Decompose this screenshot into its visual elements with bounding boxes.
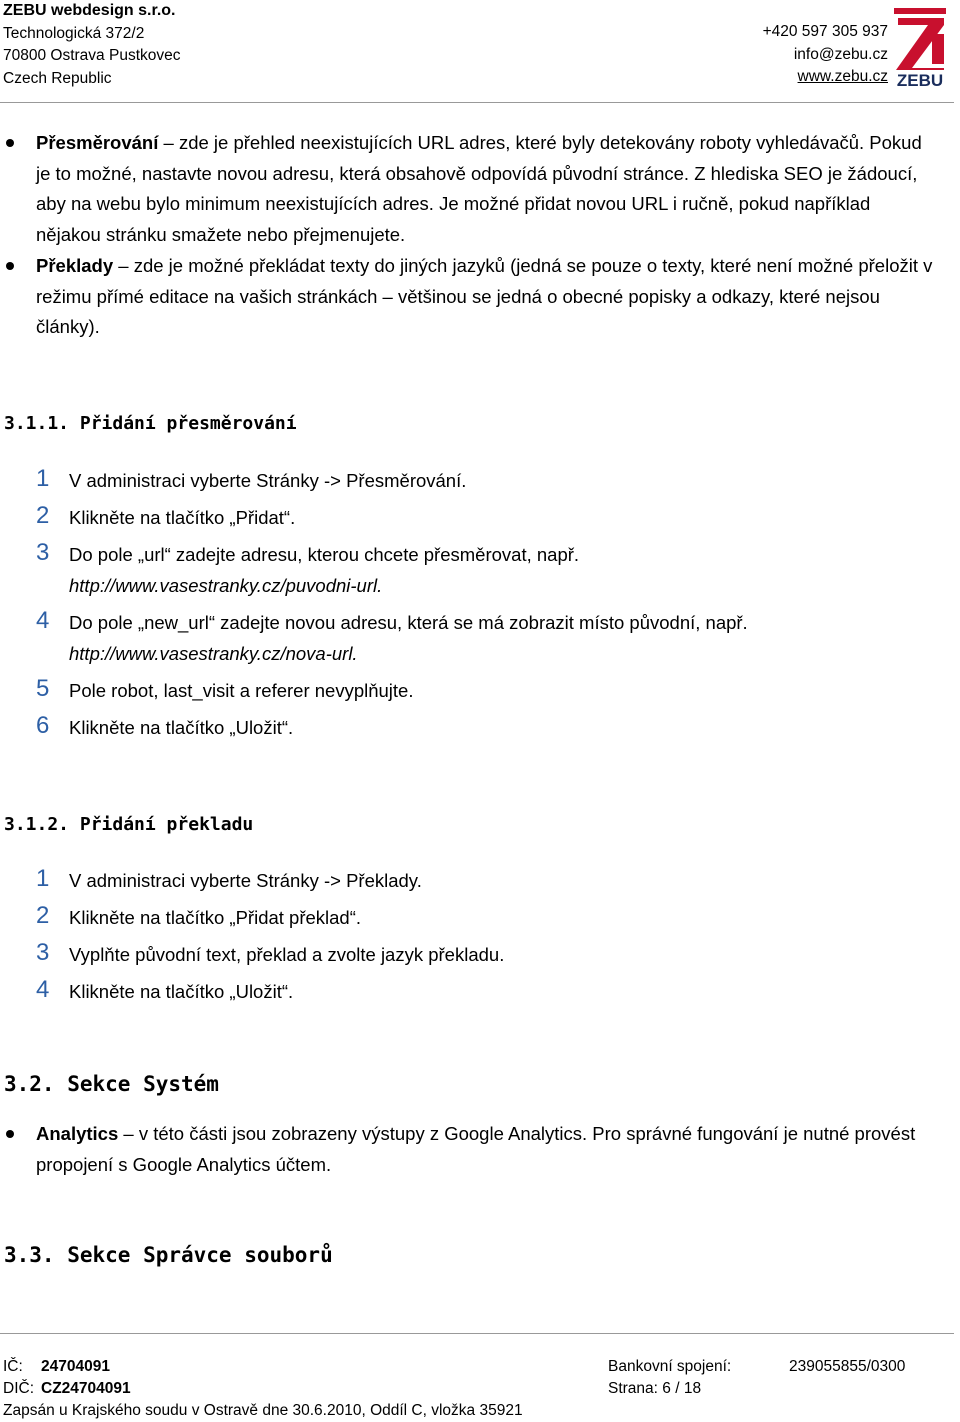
step-text: Do pole „new_url“ zadejte novou adresu, která se má zobrazit místo původní, např. (69, 612, 748, 633)
dic-label: DIČ: (3, 1380, 34, 1397)
bank-label: Bankovní spojení: (608, 1358, 732, 1375)
bullet-dot (6, 262, 14, 270)
zebu-logo (894, 8, 946, 88)
bullet-text: – v této části jsou zobrazeny výstupy z Google Analytics. Pro správné fungování je nutné provést propojení s Google Analytics účtem. (36, 1123, 916, 1175)
step-example-url: http://www.vasestranky.cz/puvodni-url. (69, 575, 383, 596)
ic-label: IČ: (3, 1358, 23, 1375)
footer-row (3, 1356, 953, 1378)
step-item (36, 865, 916, 896)
step-number: 1 (36, 865, 50, 892)
page-footer (3, 1356, 953, 1422)
step-text: Klikněte na tlačítko „Přidat“. (69, 507, 296, 528)
step-item (36, 607, 916, 669)
step-item (36, 902, 916, 933)
company-website-link[interactable]: www.zebu.cz (797, 68, 888, 85)
bullet-term: Překlady (36, 255, 114, 276)
step-text: V administraci vyberte Stránky -> Přesměrování. (69, 470, 467, 491)
step-number: 4 (36, 607, 50, 634)
steps-list-translation (36, 865, 916, 1013)
bullet-term: Analytics (36, 1123, 119, 1144)
step-number: 6 (36, 712, 50, 739)
company-email[interactable]: info@zebu.cz (793, 45, 888, 63)
bullet-text: – zde je přehled neexistujících URL adres, které byly detekovány roboty vyhledávačů. Pokud je to možné, nastavte novou adresu, která obsahově odpovídá původní stránce. Z hlediska SEO je žádoucí, aby na webu bylo minimum neexistujících adres. Je možné přidat novou URL i ručně, pokud například nějakou stránku smažete nebo přejmenujete. (36, 132, 922, 245)
step-text: Pole robot, last_visit a referer nevyplňujte. (69, 680, 414, 701)
ic-value: 24704091 (41, 1358, 110, 1375)
heading-3-3: 3.3. Sekce Správce souborů (4, 1243, 333, 1267)
step-text: Do pole „url“ zadejte adresu, kterou chcete přesměrovat, např. (69, 544, 580, 565)
step-number: 3 (36, 939, 50, 966)
header-divider (0, 102, 954, 103)
step-text: V administraci vyberte Stránky -> Překlady. (69, 870, 422, 891)
footer-row (3, 1400, 953, 1422)
step-number: 4 (36, 976, 50, 1003)
dic-value: CZ24704091 (41, 1380, 131, 1397)
footer-ic (3, 1356, 110, 1378)
step-item (36, 976, 916, 1007)
step-item (36, 712, 916, 743)
step-text: Klikněte na tlačítko „Uložit“. (69, 981, 294, 1002)
bullet-dot (6, 139, 14, 147)
heading-3-1-2: 3.1.2. Přidání překladu (4, 814, 254, 835)
bullet-preklady (36, 251, 936, 343)
step-number: 1 (36, 465, 50, 492)
heading-3-1-1: 3.1.1. Přidání přesměrování (4, 413, 297, 434)
page-number: Strana: 6 / 18 (608, 1380, 702, 1397)
step-item (36, 539, 916, 601)
step-item (36, 939, 916, 970)
bullet-presmerovani (36, 128, 936, 250)
company-country: Czech Republic (3, 69, 112, 87)
step-example-url: http://www.vasestranky.cz/nova-url. (69, 643, 358, 664)
company-name: ZEBU webdesign s.r.o. (3, 2, 176, 19)
footer-divider (0, 1333, 954, 1334)
step-number: 3 (36, 539, 50, 566)
steps-list-redirect (36, 465, 916, 749)
footer-dic (3, 1378, 131, 1400)
company-street: Technologická 372/2 (3, 24, 145, 42)
bullet-text: – zde je možné překládat texty do jiných jazyků (jedná se pouze o texty, které není možné přeložit v režimu přímé editace na vašich stránkách – většinou se jedná o obecné popisky a odkazy, které nejsou články). (36, 255, 933, 337)
bullet-analytics (36, 1119, 936, 1180)
company-phone: +420 597 305 937 (762, 23, 888, 40)
heading-3-2: 3.2. Sekce Systém (4, 1072, 219, 1096)
page-header (0, 0, 960, 104)
step-number: 2 (36, 902, 50, 929)
step-text: Vyplňte původní text, překlad a zvolte jazyk překladu. (69, 944, 505, 965)
step-number: 5 (36, 675, 50, 702)
registry-text: Zapsán u Krajského soudu v Ostravě dne 30.6.2010, Oddíl C, vložka 35921 (3, 1402, 523, 1419)
logo-wordmark: ZEBU (896, 71, 944, 88)
step-text: Klikněte na tlačítko „Uložit“. (69, 717, 294, 738)
step-item (36, 465, 916, 496)
bullet-term: Přesměrování (36, 132, 159, 153)
footer-row (3, 1378, 953, 1400)
company-address (3, 0, 181, 90)
company-contact (763, 21, 888, 89)
bullet-dot (6, 1130, 14, 1138)
step-item (36, 675, 916, 706)
company-city: 70800 Ostrava Pustkovec (3, 47, 181, 64)
bank-value: 239055855/0300 (789, 1358, 906, 1375)
step-number: 2 (36, 502, 50, 529)
step-text: Klikněte na tlačítko „Přidat překlad“. (69, 907, 362, 928)
step-item (36, 502, 916, 533)
